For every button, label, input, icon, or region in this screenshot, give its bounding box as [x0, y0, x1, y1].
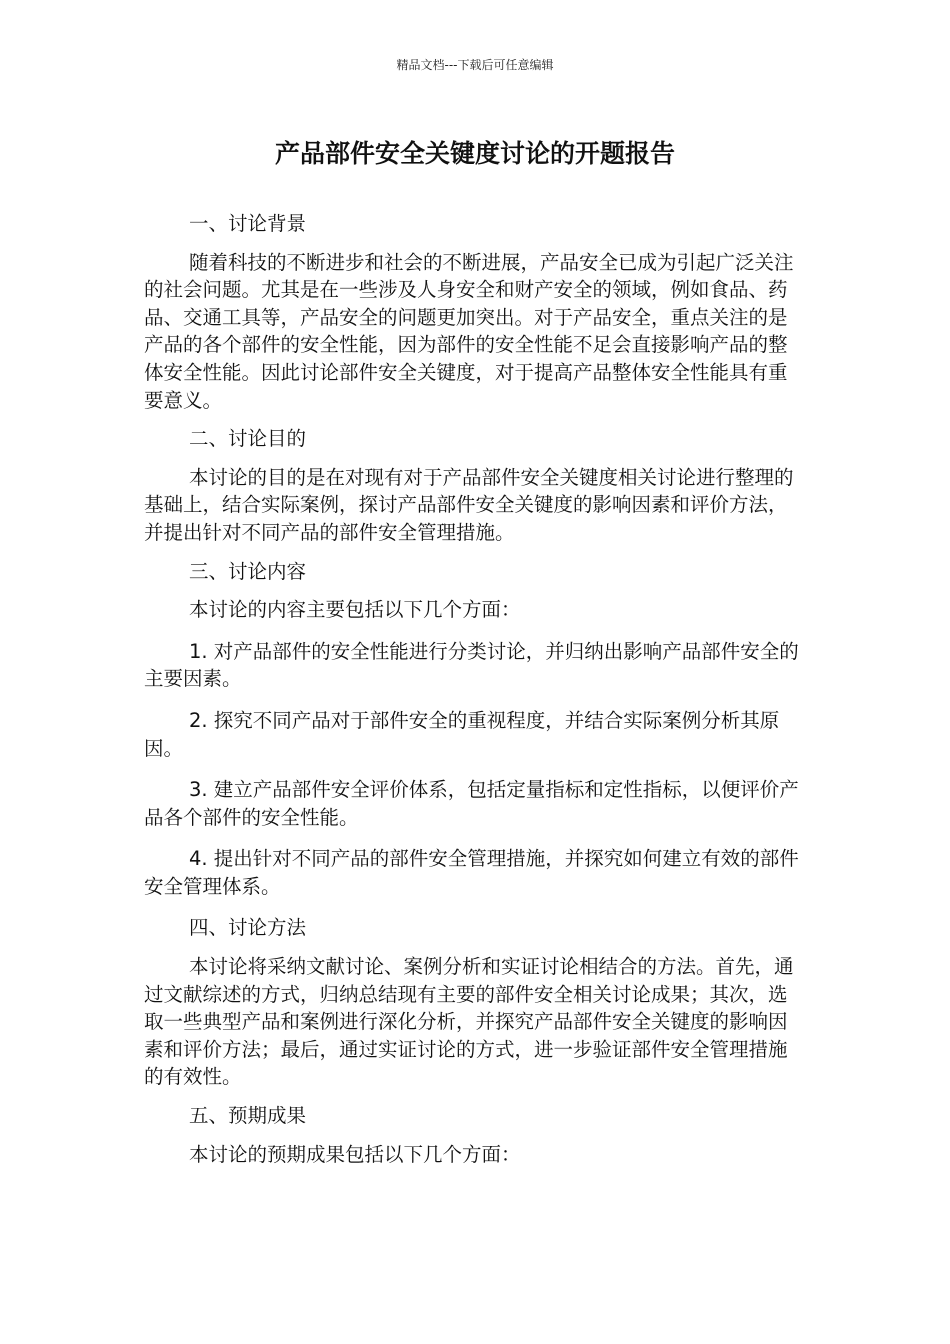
section-heading-background: 一、讨论背景 [189, 212, 307, 235]
document-body [144, 210, 806, 1168]
paragraph-background: 随着科技的不断进步和社会的不断进展，产品安全已成为引起广泛关注的社会问题。尤其是在一些涉及人身安全和财产安全的领域，例如食品、药品、交通工具等，产品安全的问题更加突出。对于产品安全，重点关注的是产品的各个部件的安全性能，因为部件的安全性能不足会直接影响产品的整体安全性能。因此讨论部件安全关键度，对于提高产品整体安全性能具有重要意义。 [144, 250, 794, 412]
paragraph-purpose: 本讨论的目的是在对现有对于产品部件安全关键度相关讨论进行整理的基础上，结合实际案例，探讨产品部件安全关键度的影响因素和评价方法，并提出针对不同产品的部件安全管理措施。 [144, 465, 794, 544]
paragraph-content-intro: 本讨论的内容主要包括以下几个方面： [189, 598, 521, 622]
section-heading-method: 四、讨论方法 [189, 916, 307, 940]
list-item-content-3: 3. 建立产品部件安全评价体系，包括定量指标和定性指标，以便评价产品各个部件的安全性能。 [144, 778, 799, 829]
header-note: 精品文档---下载后可任意编辑 [396, 58, 554, 72]
section-heading-content: 三、讨论内容 [189, 559, 307, 583]
section-heading-results: 五、预期成果 [189, 1104, 307, 1128]
paragraph-method: 本讨论将采纳文献讨论、案例分析和实证讨论相结合的方法。首先，通过文献综述的方式，归纳总结现有主要的部件安全相关讨论成果；其次，选取一些典型产品和案例进行深化分析，并探究产品部件安全关键度的影响因素和评价方法；最后，通过实证讨论的方式，进一步验证部件安全管理措施的有效性。 [144, 955, 794, 1089]
section-heading-purpose: 二、讨论目的 [189, 427, 307, 451]
list-item-content-2: 2. 探究不同产品对于部件安全的重视程度，并结合实际案例分析其原因。 [144, 708, 780, 760]
list-item-content-4: 4. 提出针对不同产品的部件安全管理措施，并探究如何建立有效的部件安全管理体系。 [144, 847, 799, 898]
document-title: 产品部件安全关键度讨论的开题报告 [274, 139, 675, 168]
list-item-content-1: 1. 对产品部件的安全性能进行分类讨论，并归纳出影响产品部件安全的主要因素。 [144, 639, 799, 691]
paragraph-results-intro: 本讨论的预期成果包括以下几个方面： [189, 1142, 521, 1166]
